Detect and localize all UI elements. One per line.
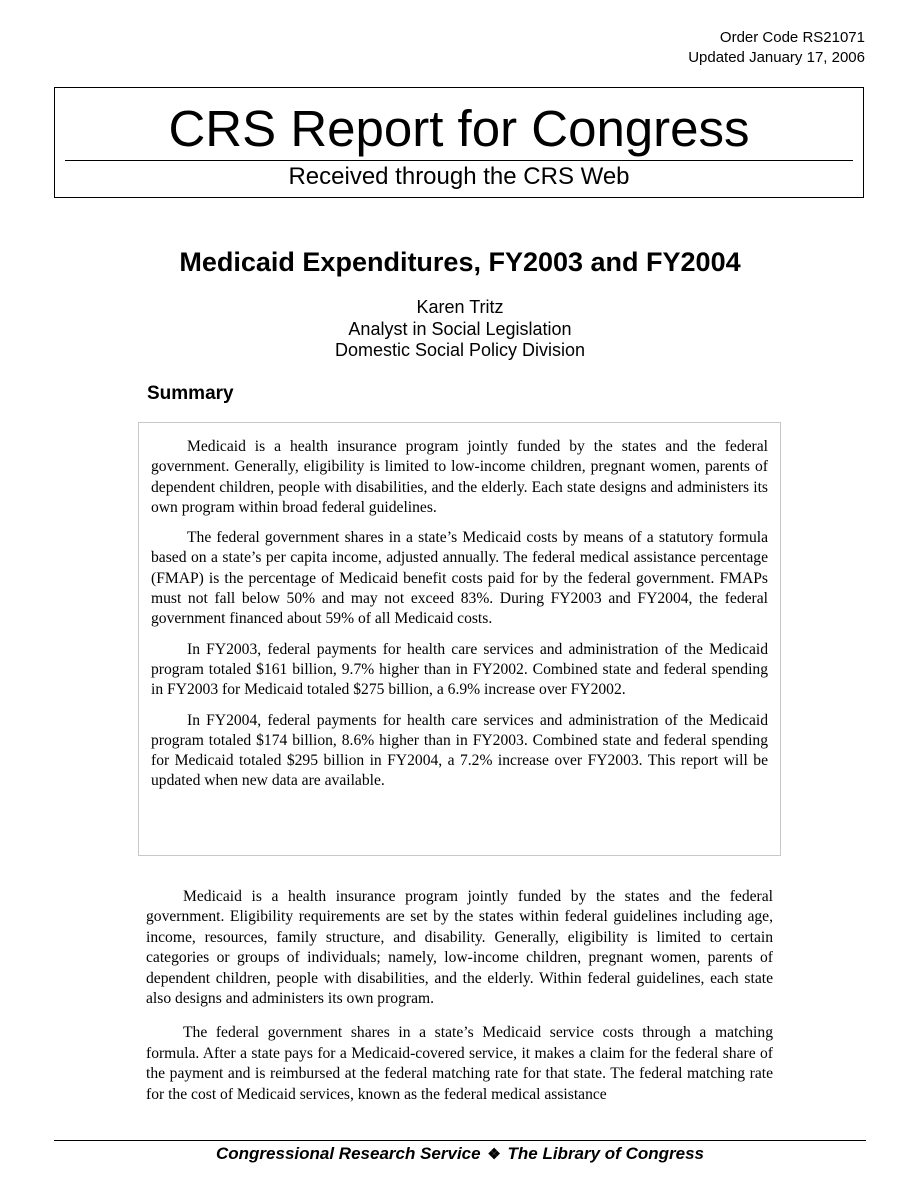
author-name: Karen Tritz <box>416 297 504 317</box>
summary-paragraph: Medicaid is a health insurance program jointly funded by the states and the federal government. Generally, eligibility is limited to low-income children, pregnant women, parents of dependent children, people with disabilities, and the elderly. Each state designs and administers its own program within broad federal guidelines. <box>151 438 768 516</box>
masthead-title: CRS Report for Congress <box>168 100 750 157</box>
masthead-box <box>54 87 864 198</box>
body-text <box>146 887 773 1119</box>
body-paragraph: The federal government shares in a state’s Medicaid service costs through a matching formula. After a state pays for a Medicaid-covered service, it makes a claim for the federal share of the payment and is reimbursed at the federal matching rate for that state. The federal matching rate for the cost of Medicaid services, known as the federal medical assistance <box>146 1024 773 1103</box>
footer <box>0 1143 920 1166</box>
updated-date: Updated January 17, 2006 <box>688 49 865 66</box>
report-title: Medicaid Expenditures, FY2003 and FY2004 <box>179 247 741 277</box>
masthead-subtitle: Received through the CRS Web <box>288 163 630 190</box>
summary-heading: Summary <box>147 383 234 404</box>
order-code: Order Code RS21071 <box>719 29 865 46</box>
footer-left: Congressional Research Service <box>216 1144 481 1163</box>
footer-right: The Library of Congress <box>507 1144 704 1163</box>
order-code-block <box>688 28 865 68</box>
author-block <box>0 297 920 362</box>
masthead-divider <box>65 160 853 161</box>
author-division: Domestic Social Policy Division <box>334 340 586 360</box>
author-role: Analyst in Social Legislation <box>348 318 572 339</box>
four-diamond-ornament-icon: ❖ <box>487 1146 501 1163</box>
footer-divider <box>54 1140 866 1141</box>
summary-paragraph: The federal government shares in a state’s Medicaid costs by means of a statutory formula based on a state’s per capita income, adjusted annually. The federal medical assistance percentage (FMAP) is the percentage of Medicaid benefit costs paid for by the federal government. FMAPs must not fall below 50% and may not exceed 83%. During FY2003 and FY2004, the federal government financed about 59% of all Medicaid costs. <box>151 529 768 628</box>
summary-paragraph: In FY2004, federal payments for health care services and administration of the Medicaid program totaled $174 billion, 8.6% higher than in FY2003. Combined state and federal spending for Medicaid totaled $295 billion in FY2004, a 7.2% increase over FY2003. This report will be updated when new data are available. <box>151 711 768 790</box>
body-paragraph: Medicaid is a health insurance program jointly funded by the states and the federal government. Eligibility requirements are set by the states within federal guidelines including age, income, resources, family structure, and disability. Generally, eligibility is limited to certain categories or groups of individuals; namely, low-income children, pregnant women, parents of dependent children, people with disabilities, and the elderly. Within federal guidelines, each state also designs and administers its own program. <box>146 888 773 1008</box>
summary-box <box>138 422 781 856</box>
summary-paragraph: In FY2003, federal payments for health care services and administration of the Medicaid program totaled $161 billion, 9.7% higher than in FY2002. Combined state and federal spending in FY2003 for Medicaid totaled $275 billion, a 6.9% increase over FY2002. <box>151 640 768 699</box>
